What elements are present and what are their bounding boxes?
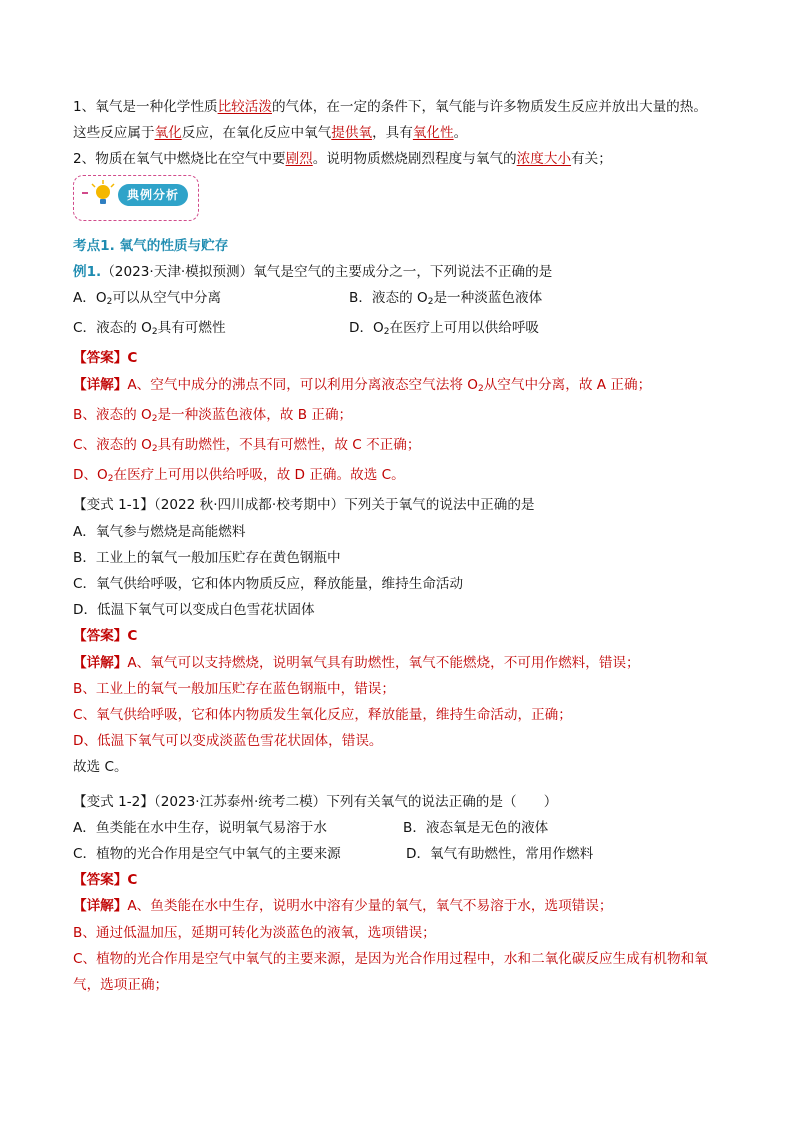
section-title: 考点1. 氧气的性质与贮存 (73, 237, 229, 254)
variant-1-2-stem: 【变式 1-2】（2023·江苏泰州·统考二模）下列有关氧气的说法正确的是（ ） (73, 793, 558, 810)
variant-1-1-detail-1: 【详解】A、氧气可以支持燃烧，说明氧气具有助燃性，氧气不能燃烧，不可用作燃料，错误； (73, 654, 640, 671)
intro-line-1: 1、氧气是一种化学性质比较活泼的气体，在一定的条件下，氧气能与许多物质发生反应并放出大量的热。 (73, 99, 707, 115)
example-1-detail-2: B、液态的 $O_2$是一种淡蓝色液体，故 B 正确； (73, 406, 353, 424)
example-1-answer: 【答案】C (73, 350, 138, 367)
option-d: D．低温下氧气可以变成白色雪花状固体 (73, 602, 315, 619)
badge-frame (73, 175, 199, 221)
underlined-answer: 提供氧 (331, 125, 373, 142)
variant-1-2-detail-1: 【详解】A、鱼类能在水中生存，说明水中溶有少量的氧气，氧气不易溶于水，选项错误； (73, 898, 613, 915)
underlined-answer: 比较活泼 (217, 99, 272, 115)
example-analysis-badge (73, 175, 733, 225)
option-b: B．工业上的氧气一般加压贮存在黄色钢瓶中 (73, 549, 341, 566)
option-a: A．$O_2$可以从空气中分离 (73, 290, 222, 308)
dash-mark (82, 192, 88, 194)
option-c: C．氧气供给呼吸，它和体内物质反应，释放能量，维持生命活动 (73, 576, 464, 593)
document-page (73, 94, 733, 998)
variant-1-2-detail-3-cont: 气，选项正确； (73, 977, 169, 994)
underlined-answer: 剧烈 (285, 151, 313, 168)
option-a: A．鱼类能在水中生存，说明氧气易溶于水 (73, 819, 327, 836)
variant-source: （2023·江苏泰州·统考二模） (153, 793, 327, 810)
lightbulb-base-icon (100, 199, 106, 204)
badge-label: 典例分析 (118, 184, 188, 206)
example-source: （2023·天津·模拟预测） (101, 263, 254, 280)
intro-line-2: 这些反应属于氧化反应，在氧化反应中氧气提供氧，具有氧化性。 (73, 125, 468, 142)
variant-1-2-detail-2: B、通过低温加压，延期可转化为淡蓝色的液氧，选项错误； (73, 924, 436, 941)
example-1-detail-3: C、液态的 $O_2$具有助燃性，不具有可燃性，故 C 不正确； (73, 437, 421, 455)
example-1-stem: 例1.（2023·天津·模拟预测）氧气是空气的主要成分之一，下列说法不正确的是 (73, 263, 553, 280)
option-d: D．$O_2$在医疗上可用以供给呼吸 (349, 320, 540, 338)
example-1-options-row-2 (73, 315, 733, 345)
lightbulb-icon (96, 185, 110, 199)
variant-label: 【变式 1-1】 (73, 497, 154, 514)
variant-1-1-detail-2: B、工业上的氧气一般加压贮存在蓝色钢瓶中，错误； (73, 680, 395, 697)
option-b: B．液态氧是无色的液体 (403, 819, 549, 836)
example-1-detail-1: 【详解】A、空气中成分的沸点不同，可以利用分离液态空气法将 $O_2$从空气中分离，故 A 正确； (73, 376, 652, 394)
option-b: B．液态的 $O_2$是一种淡蓝色液体 (349, 290, 543, 308)
option-c: C．液态的 $O_2$具有可燃性 (73, 320, 226, 338)
underlined-answer: 浓度大小 (516, 151, 572, 168)
intro-line-3: 2、物质在氧气中燃烧比在空气中要剧烈。说明物质燃烧剧烈程度与氧气的浓度大小有关； (73, 151, 612, 168)
variant-1-2-options-row-2 (73, 841, 733, 867)
option-d: D．氧气有助燃性，常用作燃料 (406, 846, 594, 863)
underlined-answer: 氧化性 (412, 125, 454, 142)
underlined-answer: 氧化 (154, 125, 182, 142)
variant-1-1-stem: 【变式 1-1】（2022 秋·四川成都·校考期中）下列关于氧气的说法中正确的是 (73, 497, 535, 514)
variant-1-2-detail-3: C、植物的光合作用是空气中氧气的主要来源，是因为光合作用过程中，水和二氧化碳反应生成有机物和氧 (73, 950, 708, 967)
example-label: 例1. (73, 263, 102, 280)
variant-1-1-detail-4: D、低温下氧气可以变成淡蓝色雪花状固体，错误。 (73, 733, 383, 750)
option-a: A．氧气参与燃烧是高能燃料 (73, 523, 246, 540)
example-1-detail-4: D、$O_2$在医疗上可用以供给呼吸，故 D 正确。故选 C。 (73, 467, 405, 485)
variant-1-1-answer: 【答案】C (73, 628, 138, 645)
variant-1-1-conclusion: 故选 C。 (73, 759, 128, 776)
variant-label: 【变式 1-2】 (73, 793, 154, 810)
variant-1-1-detail-3: C、氧气供给呼吸，它和体内物质发生氧化反应，释放能量，维持生命活动，正确； (73, 707, 572, 724)
option-c: C．植物的光合作用是空气中氧气的主要来源 (73, 846, 341, 863)
variant-1-2-answer: 【答案】C (73, 872, 138, 889)
example-1-options-row-1 (73, 285, 733, 315)
variant-1-2-options-row-1 (73, 815, 733, 841)
variant-source: （2022 秋·四川成都·校考期中） (153, 497, 345, 514)
